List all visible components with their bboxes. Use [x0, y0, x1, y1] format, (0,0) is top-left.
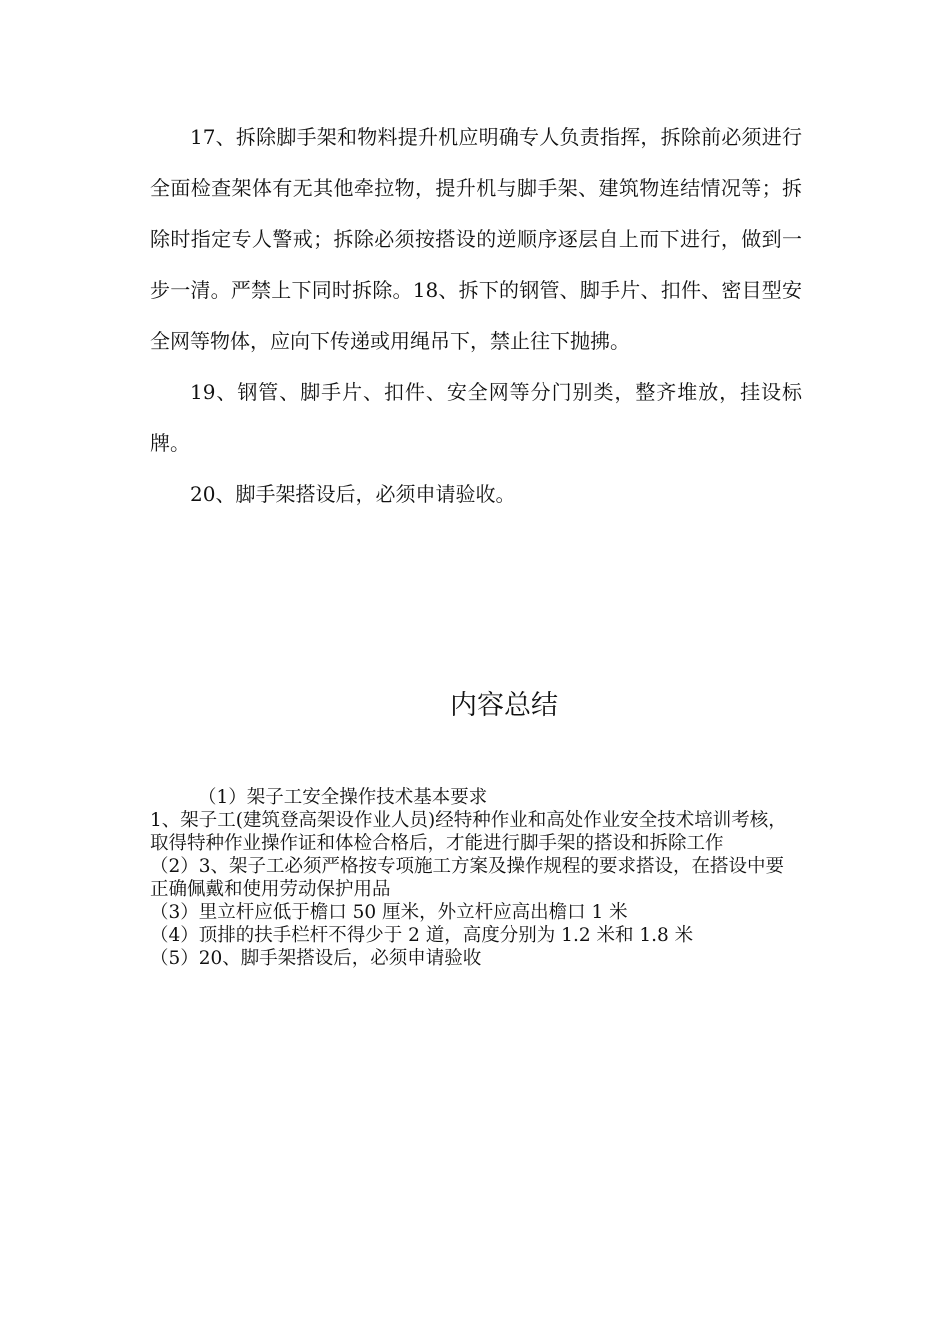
- summary-item: 1、架子工(建筑登高架设作业人员)经特种作业和高处作业安全技术培训考核，取得特种作业操作证和体检合格后，才能进行脚手架的搭设和拆除工作: [150, 810, 787, 854]
- paragraph-17-18: 17、拆除脚手架和物料提升机应明确专人负责指挥，拆除前必须进行全面检查架体有无其他牵拉物，提升机与脚手架、建筑物连结情况等；拆除时指定专人警戒；拆除必须按搭设的逆顺序逐层自上而下进行，做到一步一清。严禁上下同时拆除。18、拆下的钢管、脚手片、扣件、密目型安全网等物体，应向下传递或用绳吊下，禁止往下抛拂。: [150, 125, 802, 353]
- summary-title: 内容总结: [450, 690, 558, 721]
- body-text: [150, 112, 802, 520]
- summary-list: [150, 786, 802, 970]
- summary-item: （2）3、架子工必须严格按专项施工方案及操作规程的要求搭设，在搭设中要正确佩戴和使用劳动保护用品: [150, 856, 785, 900]
- summary-item: （4）顶排的扶手栏杆不得少于 2 道，高度分别为 1.2 米和 1.8 米: [150, 925, 694, 946]
- paragraph-19: 19、钢管、脚手片、扣件、安全网等分门别类，整齐堆放，挂设标牌。: [150, 380, 802, 455]
- summary-item: （5）20、脚手架搭设后，必须申请验收: [150, 948, 482, 969]
- summary-item: （3）里立杆应低于檐口 50 厘米，外立杆应高出檐口 1 米: [150, 902, 628, 923]
- summary-item: （1）架子工安全操作技术基本要求: [198, 787, 488, 808]
- paragraph-20: 20、脚手架搭设后，必须申请验收。: [190, 482, 516, 506]
